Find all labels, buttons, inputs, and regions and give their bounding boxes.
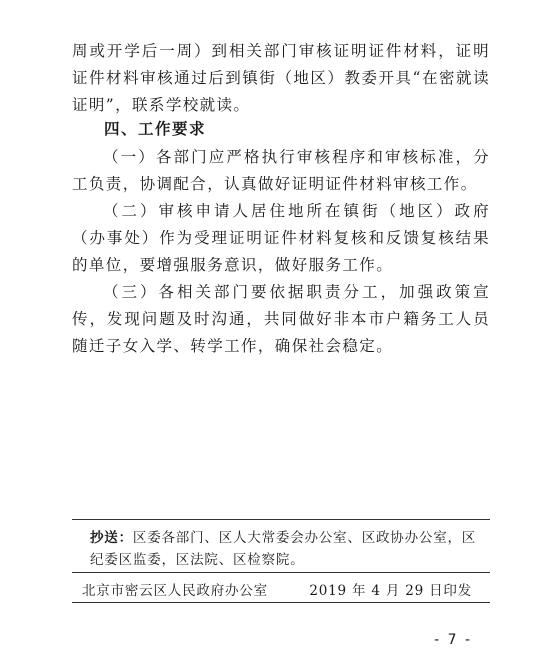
issue-date: 2019 年 4 月 29 日印发 xyxy=(309,583,472,599)
distribution-block xyxy=(90,527,486,571)
distribution-label: 抄送： xyxy=(90,530,133,546)
requirement-item-1: （一）各部门应严格执行审核程序和审核标准，分工负责，协调配合，认真做好证明证件材料审核工作。 xyxy=(72,148,490,193)
continuation-paragraph: 周或开学后一周）到相关部门审核证明证件材料，证明证件材料审核通过后到镇街（地区）教委开具“在密就读证明”，联系学校就读。 xyxy=(72,42,490,114)
distribution-recipients: 区委各部门、区人大常委会办公室、区政协办公室，区纪委区监委，区法院、区检察院。 xyxy=(90,530,477,568)
requirement-item-3: （三）各相关部门要依据职责分工，加强政策宣传，发现问题及时沟通，共同做好非本市户籍务工人员随迁子女入学、转学工作，确保社会稳定。 xyxy=(72,283,490,355)
distribution-top-rule xyxy=(72,519,490,520)
footer-top-rule xyxy=(72,572,490,573)
page-number: - 7 - xyxy=(434,632,472,648)
requirement-item-2: （二）审核申请人居住地所在镇街（地区）政府（办事处）作为受理证明证件材料复核和反馈复核结果的单位，要增强服务意识，做好服务工作。 xyxy=(72,202,490,274)
issuer-name: 北京市密云区人民政府办公室 xyxy=(82,583,268,599)
footer-bottom-rule xyxy=(72,602,490,603)
section-heading: 四、工作要求 xyxy=(104,120,207,138)
